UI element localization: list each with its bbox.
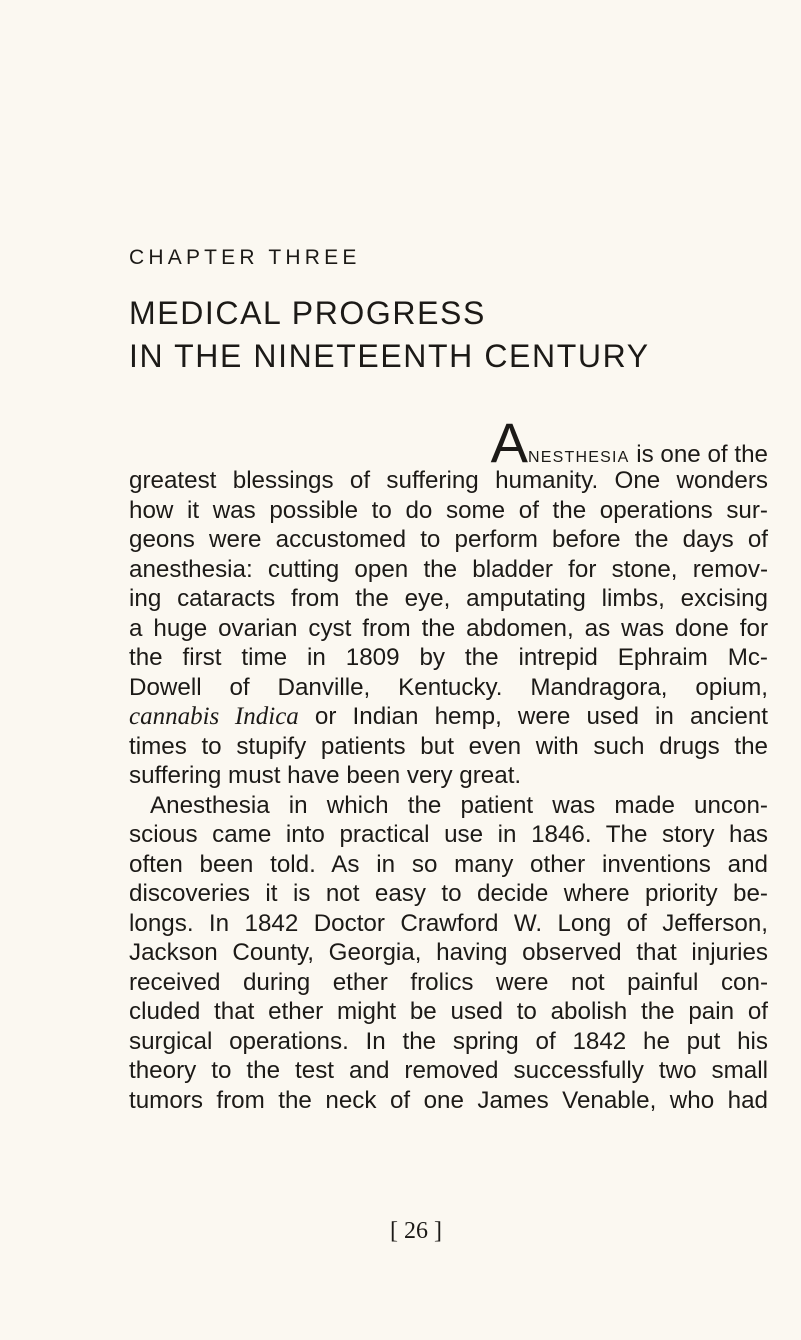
opening-small-caps: NESTHESIA bbox=[528, 449, 630, 466]
text-line: anesthesia: cutting open the bladder for stone, remov- bbox=[129, 555, 768, 583]
text-line: often been told. As in so many other inventions and bbox=[129, 850, 768, 878]
text-line: times to stupify patients but even with such drugs the bbox=[129, 732, 768, 760]
chapter-label: CHAPTER THREE bbox=[129, 246, 361, 269]
text-line: Anesthesia in which the patient was made uncon- bbox=[150, 791, 768, 819]
text-line: the first time in 1809 by the intrepid Ephraim Mc- bbox=[129, 644, 768, 671]
text-line: tumors from the neck of one James Venable, who had bbox=[129, 1086, 768, 1114]
italic-term: cannabis Indica bbox=[129, 703, 299, 730]
text-line: scious came into practical use in 1846. The story has bbox=[129, 821, 768, 848]
opening-line bbox=[129, 411, 768, 474]
text-line-italic bbox=[129, 702, 768, 732]
text-line: how it was possible to do some of the operations sur- bbox=[129, 496, 768, 524]
italic-line-rest: or Indian hemp, were used in ancient bbox=[298, 703, 768, 730]
text-line: longs. In 1842 Doctor Crawford W. Long of Jefferson, bbox=[129, 909, 768, 937]
text-line: a huge ovarian cyst from the abdomen, as was done for bbox=[129, 614, 768, 642]
opening-rest: is one of the bbox=[629, 441, 768, 468]
text-line: surgical operations. In the spring of 1842 he put his bbox=[129, 1027, 768, 1055]
chapter-title-line-1: MEDICAL PROGRESS bbox=[129, 295, 486, 331]
text-line: cluded that ether might be used to abolish the pain of bbox=[129, 998, 768, 1025]
text-line: geons were accustomed to perform before the days of bbox=[129, 526, 768, 553]
text-line: ing cataracts from the eye, amputating limbs, excising bbox=[129, 585, 768, 612]
text-line: received during ether frolics were not painful con- bbox=[129, 968, 768, 996]
chapter-title-line-2: IN THE NINETEENTH CENTURY bbox=[129, 338, 650, 374]
text-line: discoveries it is not easy to decide where priority be- bbox=[129, 880, 768, 907]
text-line: Dowell of Danville, Kentucky. Mandragora, opium, bbox=[129, 673, 768, 701]
text-line: greatest blessings of suffering humanity. One wonders bbox=[129, 467, 768, 494]
text-line: theory to the test and removed successfully two small bbox=[129, 1057, 768, 1084]
body-text bbox=[129, 411, 768, 1115]
drop-cap: A bbox=[490, 411, 528, 474]
page-number: [ 26 ] bbox=[390, 1218, 442, 1244]
text-line: suffering must have been very great. bbox=[129, 762, 522, 789]
text-line: Jackson County, Georgia, having observed that injuries bbox=[129, 939, 768, 966]
